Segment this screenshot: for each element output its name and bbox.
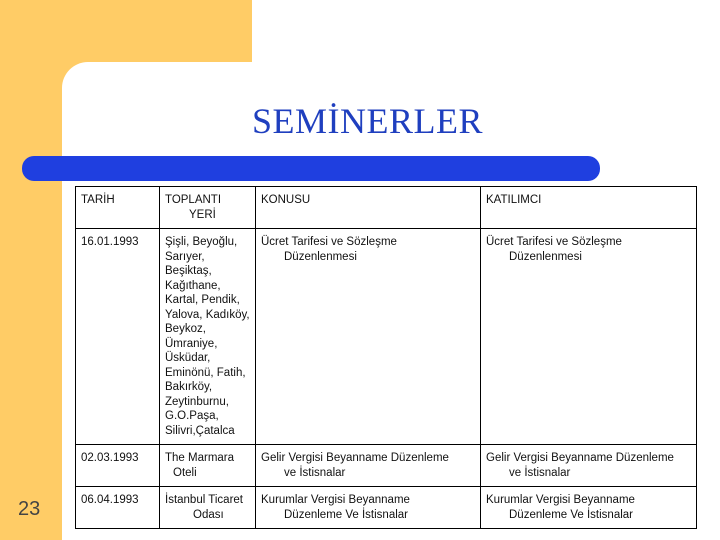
row1-place: Şişli, Beyoğlu, Sarıyer, Beşiktaş, Kağıthane, Kartal, Pendik, Yalova, Kadıköy, Beykoz, Ümraniye, Üsküdar, Eminönü, Fatih, Bakırköy, Zeytinburnu, G.O.Paşa, Silivri,Çatalca bbox=[160, 229, 256, 445]
header-date: TARİH bbox=[76, 187, 160, 229]
table-header-row bbox=[76, 187, 697, 229]
row2-topic-line2: ve İstisnalar bbox=[284, 466, 346, 479]
row1-participant-line2: Düzenlenmesi bbox=[509, 250, 582, 263]
table-row bbox=[76, 445, 697, 487]
header-place bbox=[160, 187, 256, 229]
table-row bbox=[76, 487, 697, 529]
table-row bbox=[76, 229, 697, 445]
row1-participant-line1: Ücret Tarifesi ve Sözleşme bbox=[486, 236, 622, 248]
row3-date: 06.04.1993 bbox=[76, 487, 160, 529]
row2-date: 02.03.1993 bbox=[76, 445, 160, 487]
row3-participant-line2: Düzenleme Ve İstisnalar bbox=[509, 508, 634, 521]
row3-topic-line2: Düzenleme Ve İstisnalar bbox=[284, 508, 409, 521]
row2-place-line1: The Marmara bbox=[165, 452, 235, 464]
row3-place-line2: Odası bbox=[193, 508, 224, 521]
header-topic: KONUSU bbox=[256, 187, 481, 229]
seminars-table bbox=[75, 186, 697, 529]
row1-topic bbox=[256, 229, 481, 445]
row2-participant-line2: ve İstisnalar bbox=[509, 466, 571, 479]
row1-date: 16.01.1993 bbox=[76, 229, 160, 445]
row3-place-line1: İstanbul Ticaret bbox=[165, 494, 243, 506]
title-underline-bar bbox=[22, 156, 600, 181]
row3-topic bbox=[256, 487, 481, 529]
row3-place bbox=[160, 487, 256, 529]
row2-place bbox=[160, 445, 256, 487]
row2-participant bbox=[481, 445, 697, 487]
header-participant: KATILIMCI bbox=[481, 187, 697, 229]
row2-place-line2: Oteli bbox=[173, 466, 197, 479]
row2-topic-line1: Gelir Vergisi Beyanname Düzenleme bbox=[261, 452, 449, 464]
slide-number: 23 bbox=[18, 498, 41, 520]
header-place-line2: YERİ bbox=[189, 208, 216, 221]
row3-topic-line1: Kurumlar Vergisi Beyanname bbox=[261, 494, 410, 506]
row2-participant-line1: Gelir Vergisi Beyanname Düzenleme bbox=[486, 452, 674, 464]
header-place-line1: TOPLANTI bbox=[165, 194, 222, 206]
slide-title: SEMİNERLER bbox=[252, 101, 484, 141]
row1-topic-line1: Ücret Tarifesi ve Sözleşme bbox=[261, 236, 397, 248]
row3-participant bbox=[481, 487, 697, 529]
row2-topic bbox=[256, 445, 481, 487]
row3-participant-line1: Kurumlar Vergisi Beyanname bbox=[486, 494, 635, 506]
row1-topic-line2: Düzenlenmesi bbox=[284, 250, 357, 263]
row1-participant bbox=[481, 229, 697, 445]
